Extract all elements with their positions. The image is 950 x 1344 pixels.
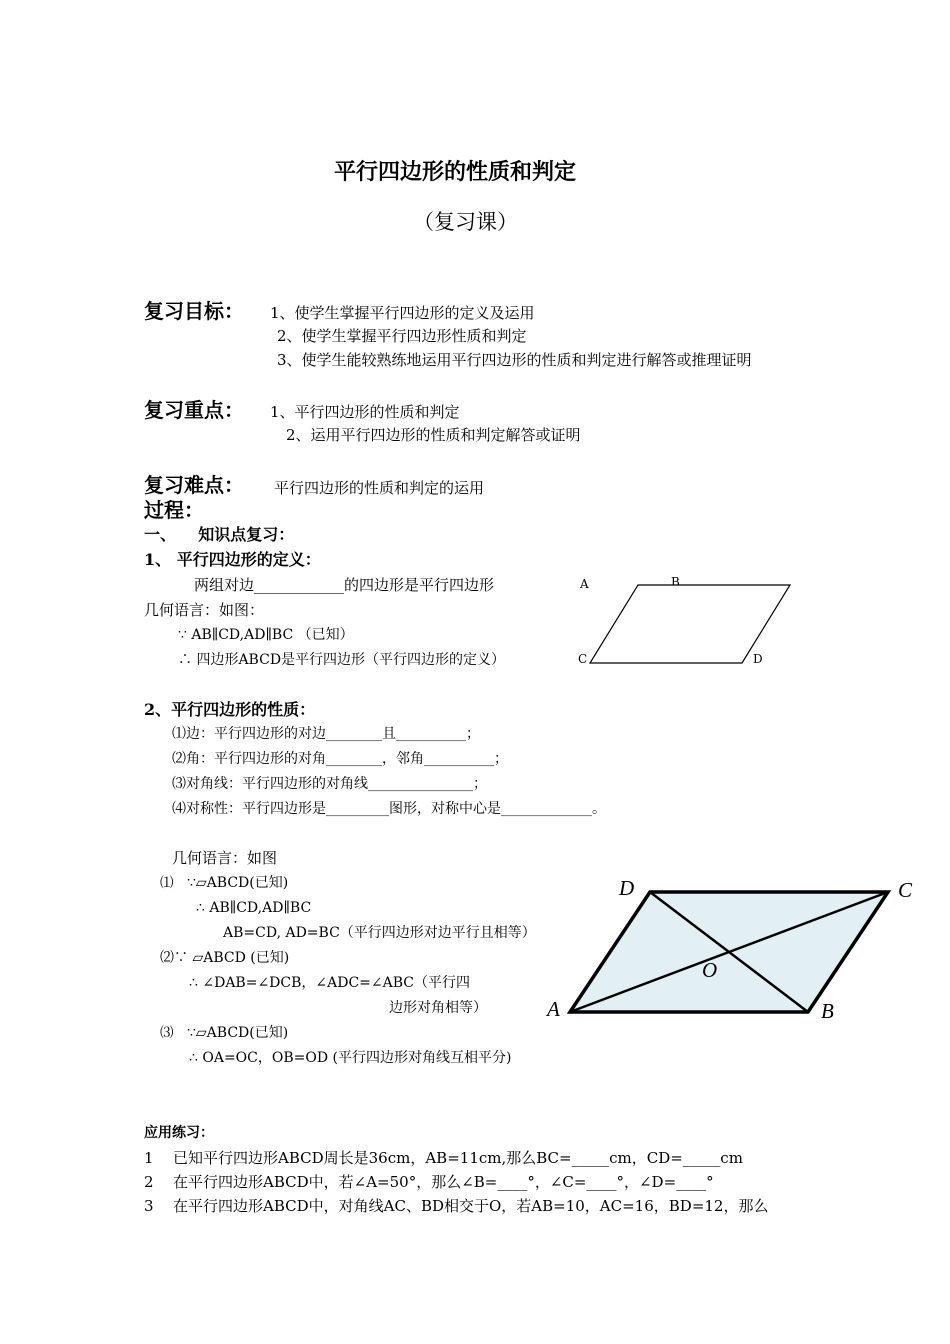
figure1-label-c: C: [578, 652, 588, 666]
proof1-because: ∵▱ABCD(已知): [187, 875, 289, 891]
goals-label: 复习目标：: [144, 299, 244, 323]
figure2-label-o: O: [702, 958, 718, 982]
proof3-because: ∵▱ABCD(已知): [187, 1025, 289, 1041]
figure1-label-a: A: [580, 577, 589, 591]
geometry-language-label: 几何语言：如图：: [144, 601, 265, 619]
definition-heading: 1、 平行四边形的定义：: [144, 550, 321, 569]
practice-item-1: 已知平行四边形ABCD周长是36cm，AB=11cm,那么BC=_____cm，CD=_____cm: [173, 1149, 743, 1167]
practice-item-2: 在平行四边形ABCD中，若∠A=50°，那么∠B=____°，∠C=____°，∠D=____°: [173, 1173, 714, 1191]
proof3-number: ⑶: [160, 1025, 174, 1041]
practice-item-3-number: 3: [144, 1197, 154, 1215]
practice-item-1-number: 1: [144, 1149, 154, 1167]
process-label: 过程：: [144, 498, 204, 522]
practice-heading: 应用练习：: [144, 1125, 214, 1141]
proof1-number: ⑴: [160, 875, 174, 891]
figure2-label-d: D: [619, 876, 635, 900]
difficulty-label: 复习难点：: [144, 473, 244, 497]
property-sides: ⑴边：平行四边形的对边________且__________；: [172, 726, 480, 742]
page-title: 平行四边形的性质和判定: [334, 159, 577, 185]
figure2-label-a: A: [547, 997, 560, 1021]
proof1-therefore: ∴ AB∥CD,AD∥BC: [196, 900, 312, 916]
proof1-line2: AB=CD, AD=BC（平行四边形对边平行且相等）: [223, 925, 536, 941]
goal-item-1: 1、使学生掌握平行四边形的定义及运用: [270, 304, 535, 322]
figure1-label-d: D: [753, 652, 763, 666]
definition-text: 两组对边____________的四边形是平行四边形: [194, 576, 495, 594]
proof2-because: ⑵∵ ▱ABCD (已知): [160, 950, 290, 966]
proof2-line2: 边形对角相等）: [389, 1000, 487, 1016]
proof3-therefore: ∴ OA=OC，OB=OD (平行四边形对角线互相平分): [189, 1050, 512, 1066]
definition-because: ∵ AB∥CD,AD∥BC （已知）: [178, 627, 354, 643]
proof2-therefore: ∴ ∠DAB=∠DCB，∠ADC=∠ABC（平行四: [189, 975, 471, 991]
parallelogram-figure-2: [560, 880, 900, 1025]
figure1-label-b: B: [671, 576, 680, 585]
goal-item-3: 3、使学生能较熟练地运用平行四边形的性质和判定进行解答或推理证明: [277, 351, 752, 369]
page-subtitle: （复习课）: [413, 210, 518, 234]
section-heading-knowledge-review: 一、 知识点复习：: [144, 525, 295, 544]
practice-item-3: 在平行四边形ABCD中，对角线AC、BD相交于O，若AB=10，AC=16，BD=12，那么: [173, 1197, 769, 1215]
properties-geometry-label: 几何语言：如图: [172, 849, 278, 867]
property-symmetry: ⑷对称性：平行四边形是_________图形，对称中心是_____________。: [172, 801, 606, 817]
focus-item-1: 1、平行四边形的性质和判定: [270, 403, 460, 421]
focus-item-2: 2、运用平行四边形的性质和判定解答或证明: [286, 426, 581, 444]
properties-heading: 2、平行四边形的性质：: [144, 700, 316, 719]
figure2-label-b: B: [821, 999, 834, 1023]
definition-therefore: ∴ 四边形ABCD是平行四边形（平行四边形的定义）: [178, 652, 506, 668]
focus-label: 复习重点：: [144, 398, 244, 422]
figure2-label-c: C: [898, 878, 913, 902]
property-angles: ⑵角：平行四边形的对角________，邻角__________；: [172, 751, 508, 767]
difficulty-text: 平行四边形的性质和判定的运用: [274, 479, 485, 497]
goal-item-2: 2、使学生掌握平行四边形性质和判定: [277, 327, 527, 345]
parallelogram-figure-1: [570, 570, 800, 680]
practice-item-2-number: 2: [144, 1173, 154, 1191]
property-diagonals: ⑶对角线：平行四边形的对角线_______________；: [172, 776, 487, 792]
